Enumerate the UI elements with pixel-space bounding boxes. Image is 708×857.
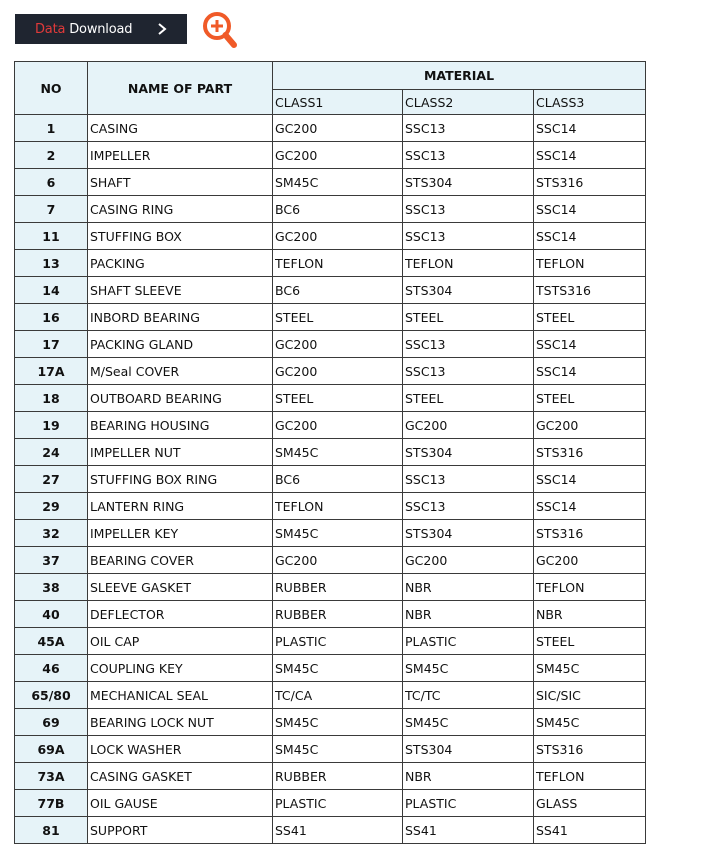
part-name-cell: IMPELLER NUT [88, 439, 273, 466]
class2-material-cell: NBR [403, 601, 534, 628]
part-name-cell: CASING RING [88, 196, 273, 223]
class1-material-cell: BC6 [273, 466, 403, 493]
part-name-cell: PACKING [88, 250, 273, 277]
part-number-cell: 14 [15, 277, 88, 304]
header-no: NO [15, 62, 88, 115]
chevron-right-icon [155, 21, 169, 37]
part-number-cell: 18 [15, 385, 88, 412]
class3-material-cell: SSC14 [534, 466, 646, 493]
table-row [15, 196, 646, 223]
class3-material-cell: SSC14 [534, 196, 646, 223]
class1-material-cell: STEEL [273, 304, 403, 331]
class2-material-cell: SSC13 [403, 115, 534, 142]
part-number-cell: 17A [15, 358, 88, 385]
table-row [15, 358, 646, 385]
table-row [15, 250, 646, 277]
class2-material-cell: TC/TC [403, 682, 534, 709]
class2-material-cell: SSC13 [403, 466, 534, 493]
class1-material-cell: SM45C [273, 736, 403, 763]
header-class1: CLASS1 [273, 90, 403, 115]
class2-material-cell: PLASTIC [403, 628, 534, 655]
class3-material-cell: SSC14 [534, 223, 646, 250]
table-row [15, 304, 646, 331]
part-number-cell: 17 [15, 331, 88, 358]
class2-material-cell: SSC13 [403, 223, 534, 250]
part-number-cell: 73A [15, 763, 88, 790]
class2-material-cell: SSC13 [403, 142, 534, 169]
class3-material-cell: TEFLON [534, 574, 646, 601]
class3-material-cell: NBR [534, 601, 646, 628]
table-row [15, 682, 646, 709]
class1-material-cell: RUBBER [273, 763, 403, 790]
download-label-text: Download [69, 21, 133, 37]
class2-material-cell: GC200 [403, 547, 534, 574]
part-number-cell: 81 [15, 817, 88, 844]
class3-material-cell: SSC14 [534, 142, 646, 169]
part-name-cell: IMPELLER [88, 142, 273, 169]
class1-material-cell: SM45C [273, 520, 403, 547]
class2-material-cell: SSC13 [403, 358, 534, 385]
class1-material-cell: GC200 [273, 223, 403, 250]
class3-material-cell: STS316 [534, 520, 646, 547]
part-number-cell: 37 [15, 547, 88, 574]
class3-material-cell: TEFLON [534, 763, 646, 790]
part-number-cell: 69 [15, 709, 88, 736]
part-name-cell: STUFFING BOX RING [88, 466, 273, 493]
header-name-of-part: NAME OF PART [88, 62, 273, 115]
class2-material-cell: STS304 [403, 439, 534, 466]
part-number-cell: 40 [15, 601, 88, 628]
table-row [15, 412, 646, 439]
class3-material-cell: STEEL [534, 628, 646, 655]
class1-material-cell: PLASTIC [273, 628, 403, 655]
class3-material-cell: TEFLON [534, 250, 646, 277]
table-row [15, 493, 646, 520]
table-row [15, 439, 646, 466]
part-name-cell: PACKING GLAND [88, 331, 273, 358]
table-row [15, 277, 646, 304]
class3-material-cell: GLASS [534, 790, 646, 817]
table-row [15, 520, 646, 547]
table-row [15, 547, 646, 574]
class1-material-cell: BC6 [273, 277, 403, 304]
part-name-cell: OIL GAUSE [88, 790, 273, 817]
part-name-cell: IMPELLER KEY [88, 520, 273, 547]
part-name-cell: BEARING COVER [88, 547, 273, 574]
class2-material-cell: SSC13 [403, 493, 534, 520]
class2-material-cell: SM45C [403, 709, 534, 736]
table-row [15, 142, 646, 169]
header-class2: CLASS2 [403, 90, 534, 115]
part-name-cell: SHAFT SLEEVE [88, 277, 273, 304]
part-number-cell: 19 [15, 412, 88, 439]
part-name-cell: CASING [88, 115, 273, 142]
part-number-cell: 65/80 [15, 682, 88, 709]
class3-material-cell: GC200 [534, 547, 646, 574]
part-number-cell: 77B [15, 790, 88, 817]
class2-material-cell: STEEL [403, 385, 534, 412]
part-name-cell: M/Seal COVER [88, 358, 273, 385]
part-number-cell: 29 [15, 493, 88, 520]
part-number-cell: 13 [15, 250, 88, 277]
class3-material-cell: TSTS316 [534, 277, 646, 304]
class3-material-cell: STS316 [534, 736, 646, 763]
class3-material-cell: SSC14 [534, 331, 646, 358]
part-name-cell: DEFLECTOR [88, 601, 273, 628]
materials-table [14, 61, 646, 844]
table-row [15, 115, 646, 142]
part-name-cell: BEARING HOUSING [88, 412, 273, 439]
part-name-cell: STUFFING BOX [88, 223, 273, 250]
part-number-cell: 7 [15, 196, 88, 223]
class3-material-cell: STS316 [534, 169, 646, 196]
class1-material-cell: GC200 [273, 358, 403, 385]
class3-material-cell: GC200 [534, 412, 646, 439]
class1-material-cell: BC6 [273, 196, 403, 223]
class1-material-cell: SM45C [273, 709, 403, 736]
class2-material-cell: STS304 [403, 169, 534, 196]
table-row [15, 601, 646, 628]
class1-material-cell: TC/CA [273, 682, 403, 709]
class2-material-cell: STEEL [403, 304, 534, 331]
class2-material-cell: SSC13 [403, 331, 534, 358]
download-label-prefix: Data [35, 21, 66, 37]
class1-material-cell: RUBBER [273, 601, 403, 628]
class3-material-cell: STEEL [534, 385, 646, 412]
class2-material-cell: SSC13 [403, 196, 534, 223]
class1-material-cell: TEFLON [273, 493, 403, 520]
part-number-cell: 32 [15, 520, 88, 547]
part-name-cell: OUTBOARD BEARING [88, 385, 273, 412]
class3-material-cell: SM45C [534, 655, 646, 682]
class1-material-cell: GC200 [273, 547, 403, 574]
table-row [15, 790, 646, 817]
table-row [15, 466, 646, 493]
part-number-cell: 46 [15, 655, 88, 682]
class2-material-cell: PLASTIC [403, 790, 534, 817]
header-row [15, 62, 646, 90]
class2-material-cell: NBR [403, 574, 534, 601]
part-number-cell: 2 [15, 142, 88, 169]
part-number-cell: 16 [15, 304, 88, 331]
class3-material-cell: SM45C [534, 709, 646, 736]
table-row [15, 574, 646, 601]
class3-material-cell: SSC14 [534, 358, 646, 385]
class1-material-cell: TEFLON [273, 250, 403, 277]
class2-material-cell: TEFLON [403, 250, 534, 277]
class1-material-cell: GC200 [273, 331, 403, 358]
class3-material-cell: SS41 [534, 817, 646, 844]
class1-material-cell: SM45C [273, 439, 403, 466]
part-name-cell: CASING GASKET [88, 763, 273, 790]
class2-material-cell: NBR [403, 763, 534, 790]
class2-material-cell: GC200 [403, 412, 534, 439]
class1-material-cell: RUBBER [273, 574, 403, 601]
class2-material-cell: STS304 [403, 736, 534, 763]
class3-material-cell: SSC14 [534, 115, 646, 142]
part-number-cell: 11 [15, 223, 88, 250]
part-name-cell: SHAFT [88, 169, 273, 196]
part-number-cell: 1 [15, 115, 88, 142]
part-name-cell: INBORD BEARING [88, 304, 273, 331]
part-number-cell: 6 [15, 169, 88, 196]
class1-material-cell: STEEL [273, 385, 403, 412]
part-name-cell: LANTERN RING [88, 493, 273, 520]
table-row [15, 817, 646, 844]
data-download-button[interactable] [15, 14, 187, 44]
class1-material-cell: SM45C [273, 655, 403, 682]
part-number-cell: 69A [15, 736, 88, 763]
part-number-cell: 27 [15, 466, 88, 493]
class1-material-cell: SM45C [273, 169, 403, 196]
part-number-cell: 24 [15, 439, 88, 466]
class1-material-cell: SS41 [273, 817, 403, 844]
class3-material-cell: STS316 [534, 439, 646, 466]
table-row [15, 763, 646, 790]
class1-material-cell: GC200 [273, 115, 403, 142]
table-row [15, 736, 646, 763]
part-name-cell: SLEEVE GASKET [88, 574, 273, 601]
class2-material-cell: STS304 [403, 277, 534, 304]
table-row [15, 655, 646, 682]
part-number-cell: 38 [15, 574, 88, 601]
part-name-cell: SUPPORT [88, 817, 273, 844]
class1-material-cell: GC200 [273, 142, 403, 169]
class2-material-cell: STS304 [403, 520, 534, 547]
part-name-cell: LOCK WASHER [88, 736, 273, 763]
table-row [15, 709, 646, 736]
table-row [15, 628, 646, 655]
class3-material-cell: SSC14 [534, 493, 646, 520]
part-name-cell: MECHANICAL SEAL [88, 682, 273, 709]
table-row [15, 331, 646, 358]
header-material: MATERIAL [273, 62, 646, 90]
class2-material-cell: SM45C [403, 655, 534, 682]
part-name-cell: COUPLING KEY [88, 655, 273, 682]
class3-material-cell: STEEL [534, 304, 646, 331]
part-name-cell: OIL CAP [88, 628, 273, 655]
header-class3: CLASS3 [534, 90, 646, 115]
class3-material-cell: SIC/SIC [534, 682, 646, 709]
part-number-cell: 45A [15, 628, 88, 655]
class2-material-cell: SS41 [403, 817, 534, 844]
class1-material-cell: PLASTIC [273, 790, 403, 817]
table-row [15, 385, 646, 412]
zoom-in-icon[interactable] [201, 11, 239, 51]
class1-material-cell: GC200 [273, 412, 403, 439]
part-name-cell: BEARING LOCK NUT [88, 709, 273, 736]
table-row [15, 169, 646, 196]
download-label [35, 22, 132, 37]
table-row [15, 223, 646, 250]
